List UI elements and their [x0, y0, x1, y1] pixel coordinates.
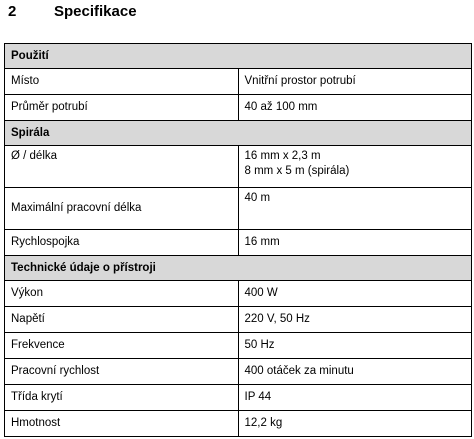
row-label: Výkon	[5, 281, 239, 307]
row-label: Maximální pracovní délka	[5, 188, 239, 230]
table-row	[5, 69, 472, 95]
table-row	[5, 281, 472, 307]
section-header-spiral: Spirála	[5, 121, 472, 146]
section-header-row	[5, 44, 472, 69]
value-line: IP 44	[244, 391, 272, 403]
row-label: Třída krytí	[5, 385, 239, 411]
row-value	[238, 385, 472, 411]
row-value	[238, 411, 472, 437]
table-row	[5, 385, 472, 411]
row-label: Napětí	[5, 307, 239, 333]
row-value	[238, 359, 472, 385]
section-heading	[8, 0, 137, 22]
row-label: Rychlospojka	[5, 230, 239, 256]
row-value	[238, 281, 472, 307]
table-row	[5, 333, 472, 359]
table-row	[5, 359, 472, 385]
row-label: Pracovní rychlost	[5, 359, 239, 385]
value-line: Vnitřní prostor potrubí	[244, 75, 356, 87]
row-label: Průměr potrubí	[5, 95, 239, 121]
row-value	[238, 188, 472, 230]
value-line: 400 W	[244, 287, 278, 299]
section-number: 2	[8, 2, 17, 20]
value-line: 40 až 100 mm	[244, 101, 318, 113]
section-header-row	[5, 121, 472, 146]
row-value	[238, 69, 472, 95]
section-title: Specifikace	[54, 2, 137, 20]
row-label: Místo	[5, 69, 239, 95]
value-line: 12,2 kg	[244, 417, 283, 429]
section-header-row	[5, 256, 472, 281]
value-line: 8 mm x 5 m (spirála)	[244, 165, 350, 177]
value-line: 16 mm	[244, 236, 280, 248]
value-line: 50 Hz	[244, 339, 275, 351]
table-row	[5, 95, 472, 121]
row-value	[238, 95, 472, 121]
value-line: 400 otáček za minutu	[244, 365, 354, 377]
value-line: 40 m	[244, 192, 271, 204]
table-row	[5, 146, 472, 188]
row-label: Ø / délka	[5, 146, 239, 188]
section-header-usage: Použití	[5, 44, 472, 69]
row-value	[238, 333, 472, 359]
row-value	[238, 230, 472, 256]
value-line: 220 V, 50 Hz	[244, 313, 310, 325]
specification-table	[4, 43, 472, 437]
table-row	[5, 411, 472, 437]
value-line: 16 mm x 2,3 m	[244, 150, 321, 162]
table-row	[5, 307, 472, 333]
row-value	[238, 307, 472, 333]
table-row	[5, 230, 472, 256]
section-header-technical-data: Technické údaje o přístroji	[5, 256, 472, 281]
row-label: Hmotnost	[5, 411, 239, 437]
table-row	[5, 188, 472, 230]
row-value	[238, 146, 472, 188]
row-label: Frekvence	[5, 333, 239, 359]
